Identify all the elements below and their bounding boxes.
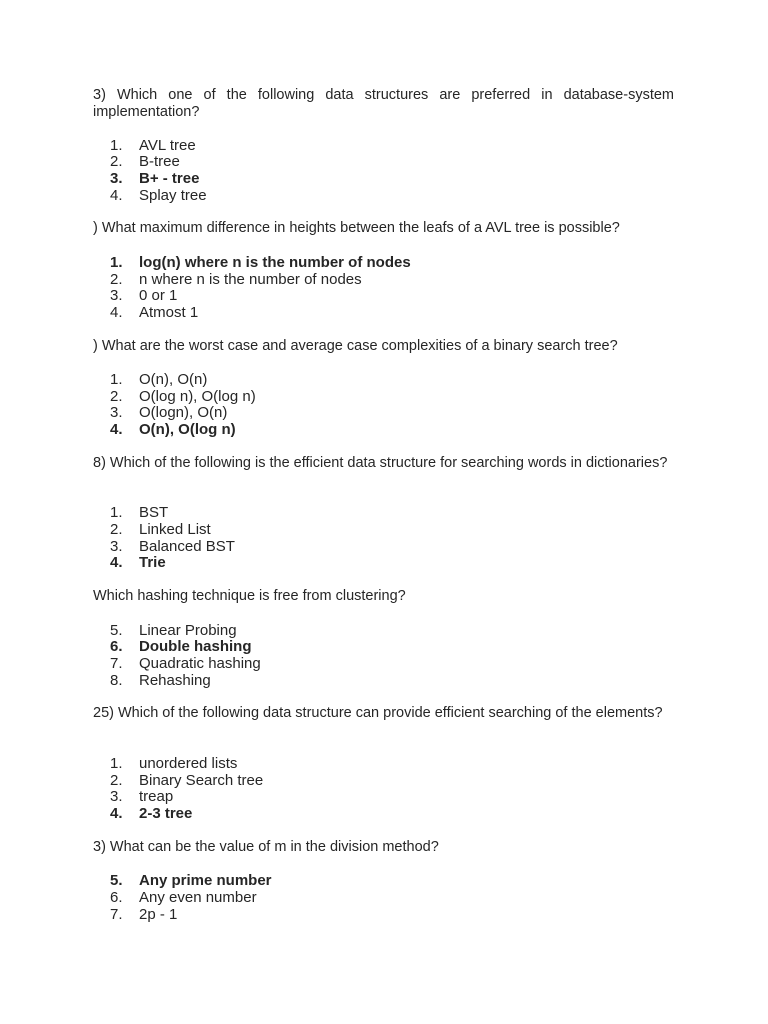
option-item: 2. B-tree: [110, 153, 180, 170]
option-item: 1. O(n), O(n): [110, 371, 208, 388]
option-item: 4. Splay tree: [110, 187, 207, 204]
option-item-answer: 1. log(n) where n is the number of nodes: [110, 254, 411, 271]
question-text: 3) Which one of the following data structures are preferred in database-system implementation?: [93, 87, 674, 120]
option-item: 1. unordered lists: [110, 755, 238, 772]
option-item-answer: 5. Any prime number: [110, 872, 272, 889]
option-item: 8. Rehashing: [110, 672, 211, 689]
option-item: 6. Any even number: [110, 889, 257, 906]
option-item: 2. Binary Search tree: [110, 772, 264, 789]
option-item: 2. n where n is the number of nodes: [110, 271, 362, 288]
option-item: 7. Quadratic hashing: [110, 655, 261, 672]
question-text: ) What maximum difference in heights between the leafs of a AVL tree is possible?: [93, 220, 620, 236]
option-item-answer: 6. Double hashing: [110, 638, 252, 655]
option-item-answer: 3. B+ - tree: [110, 170, 200, 187]
option-item: 2. Linked List: [110, 521, 211, 538]
option-item: 3. 0 or 1: [110, 287, 178, 304]
question-text: ) What are the worst case and average case complexities of a binary search tree?: [93, 338, 618, 354]
option-item-answer: 4. 2-3 tree: [110, 805, 193, 822]
option-item: 3. Balanced BST: [110, 538, 235, 555]
option-item: 7. 2p - 1: [110, 906, 178, 923]
option-item: 2. O(log n), O(log n): [110, 388, 256, 405]
option-item: 3. treap: [110, 788, 174, 805]
option-item: 5. Linear Probing: [110, 622, 237, 639]
option-item: 1. AVL tree: [110, 137, 196, 154]
question-text: 3) What can be the value of m in the division method?: [93, 839, 439, 855]
question-text: 25) Which of the following data structure can provide efficient searching of the elements?: [93, 705, 663, 721]
option-item: 1. BST: [110, 504, 169, 521]
question-text: 8) Which of the following is the efficient data structure for searching words in dictionaries?: [93, 455, 668, 471]
question-text: Which hashing technique is free from clustering?: [93, 588, 406, 604]
option-item: 4. Atmost 1: [110, 304, 199, 321]
option-item-answer: 4. Trie: [110, 554, 166, 571]
option-item: 3. O(logn), O(n): [110, 404, 228, 421]
option-item-answer: 4. O(n), O(log n): [110, 421, 236, 438]
